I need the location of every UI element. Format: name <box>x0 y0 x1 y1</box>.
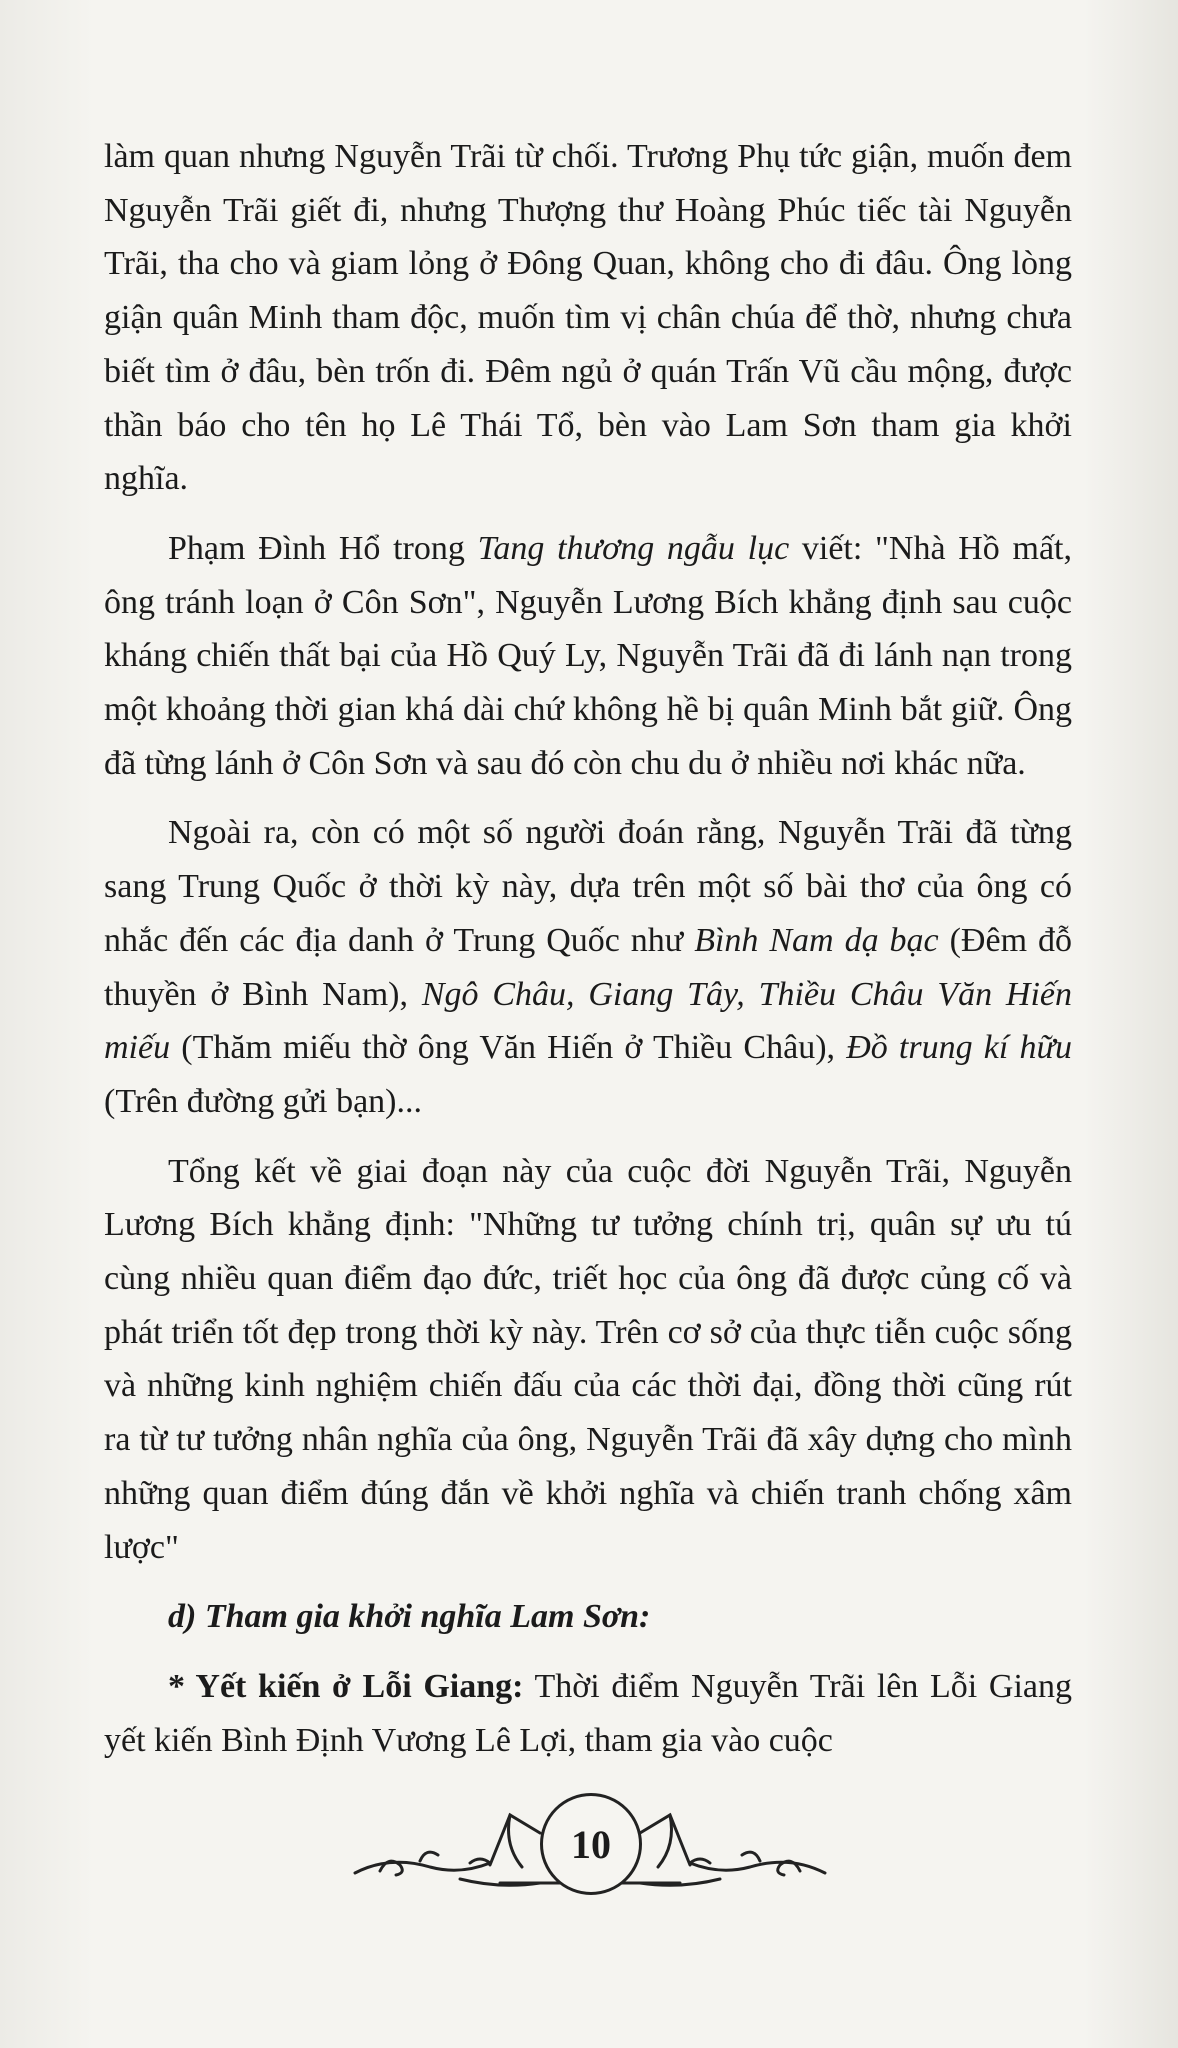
paragraph-4: Tổng kết về giai đoạn này của cuộc đời Nguyễn Trãi, Nguyễn Lương Bích khẳng định: "Những tư tưởng chính trị, quân sự ưu tú cùng nhiều quan điểm đạo đức, triết học của ông đã được củng cố và phát triển tốt đẹp trong thời kỳ này. Trên cơ sở của thực tiễn cuộc sống và những kinh nghiệm chiến đấu của các thời đại, đồng thời cũng rút ra từ tư tưởng nhân nghĩa của ông, Nguyễn Trãi đã xây dựng cho mình những quan điểm đúng đắn về khởi nghĩa và chiến tranh chống xâm lược" <box>104 1152 1072 1566</box>
paragraph-3-text-d: (Trên đường gửi bạn)... <box>104 1082 423 1120</box>
poem-title-2: Ngô Châu, Giang Tây, Thiều Châu Văn Hiến miếu <box>104 975 1072 1067</box>
paragraph-5 <box>104 1660 1072 1767</box>
paragraph-3-text-a: Ngoài ra, còn có một số người đoán rằng, Nguyễn Trãi đã từng sang Trung Quốc ở thời kỳ này, dựa trên một số bài thơ của ông có nhắc đến các địa danh ở Trung Quốc như <box>104 814 1072 959</box>
paragraph-3-text-c: (Thăm miếu thờ ông Văn Hiến ở Thiều Châu), <box>170 1029 847 1067</box>
paragraph-3-text-b: (Đêm đỗ thuyền ở Bình Nam), <box>104 921 1072 1013</box>
paragraph-2 <box>104 522 1072 791</box>
body-text <box>104 130 1072 1783</box>
poem-title-3: Đồ trung kí hữu <box>846 1029 1073 1067</box>
paragraph-2-text-a: Phạm Đình Hổ trong <box>168 529 478 567</box>
section-heading: d) Tham gia khởi nghĩa Lam Sơn: <box>168 1598 651 1636</box>
subheading-bold: * Yết kiến ở Lỗi Giang: <box>168 1667 524 1705</box>
poem-title-1: Bình Nam dạ bạc <box>694 921 939 959</box>
page-number: 10 <box>540 1793 642 1895</box>
paragraph-3 <box>104 806 1072 1128</box>
paragraph-5-text: Thời điểm Nguyễn Trãi lên Lỗi Giang yết kiến Bình Định Vương Lê Lợi, tham gia vào cuộc <box>104 1667 1072 1759</box>
paragraph-2-text-b: viết: "Nhà Hồ mất, ông tránh loạn ở Côn Sơn", Nguyễn Lương Bích khẳng định sau cuộc kháng chiến thất bại của Hồ Quý Ly, Nguyễn Trãi đã đi lánh nạn trong một khoảng thời gian khá dài chứ không hề bị quân Minh bắt giữ. Ông đã từng lánh ở Côn Sơn và sau đó còn chu du ở nhiều nơi khác nữa. <box>104 529 1072 782</box>
page-footer <box>350 1775 830 1905</box>
book-title-italic: Tang thương ngẫu lục <box>477 529 790 567</box>
paragraph-1: làm quan nhưng Nguyễn Trãi từ chối. Trương Phụ tức giận, muốn đem Nguyễn Trãi giết đi, nhưng Thượng thư Hoàng Phúc tiếc tài Nguyễn Trãi, tha cho và giam lỏng ở Đông Quan, không cho đi đâu. Ông lòng giận quân Minh tham độc, muốn tìm vị chân chúa để thờ, nhưng chưa biết tìm ở đâu, bèn trốn đi. Đêm ngủ ở quán Trấn Vũ cầu mộng, được thần báo cho tên họ Lê Thái Tổ, bèn vào Lam Sơn tham gia khởi nghĩa. <box>104 138 1072 498</box>
